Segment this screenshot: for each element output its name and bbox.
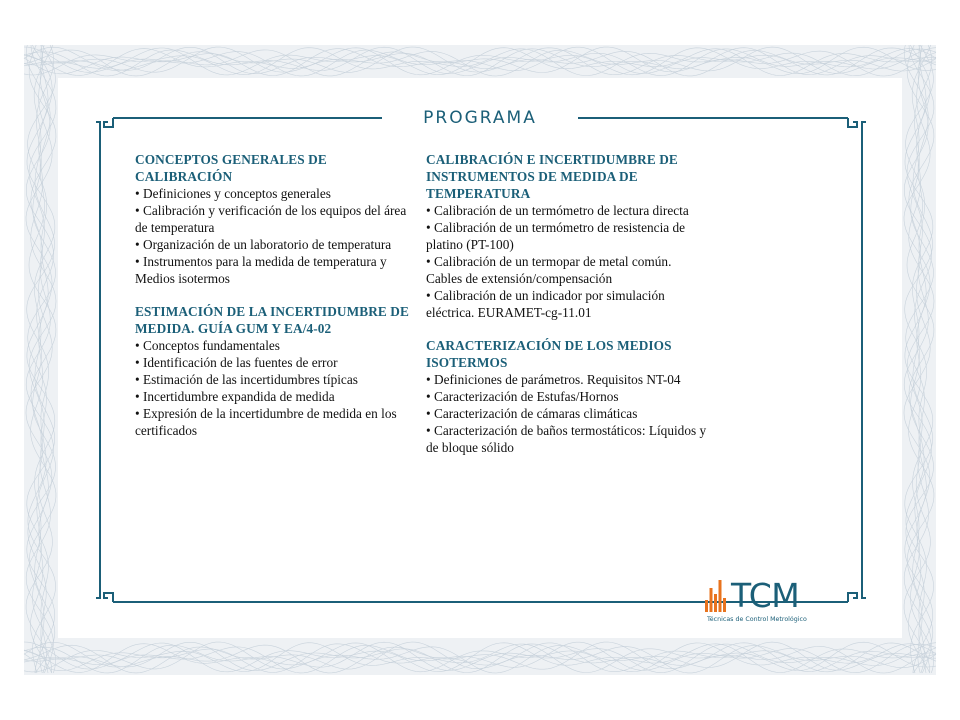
section-estimacion bbox=[135, 303, 415, 439]
list-item: • Identificación de las fuentes de error bbox=[135, 354, 415, 371]
list-item: • Organización de un laboratorio de temperatura bbox=[135, 236, 415, 253]
list-item: • Calibración de un termómetro de resistencia de platino (PT-100) bbox=[426, 219, 708, 253]
section-title: CARACTERIZACIÓN DE LOS MEDIOS ISOTERMOS bbox=[426, 338, 672, 370]
bar-chart-icon bbox=[704, 580, 728, 612]
section-conceptos bbox=[135, 151, 415, 287]
left-column bbox=[135, 151, 415, 455]
list-item: • Instrumentos para la medida de temperatura y Medios isotermos bbox=[135, 253, 415, 287]
list-item: • Incertidumbre expandida de medida bbox=[135, 388, 415, 405]
corner-bottom-left bbox=[96, 588, 113, 602]
section-caracterizacion bbox=[426, 337, 708, 456]
section-title: CALIBRACIÓN E INCERTIDUMBRE DE INSTRUMENTOS DE MEDIDA DE TEMPERATURA bbox=[426, 152, 678, 201]
list-item: • Conceptos fundamentales bbox=[135, 337, 415, 354]
section-title: CONCEPTOS GENERALES DE CALIBRACIÓN bbox=[135, 152, 327, 184]
list-item: • Calibración de un termómetro de lectura directa bbox=[426, 202, 708, 219]
logo-name: TCM bbox=[731, 576, 800, 615]
list-item: • Estimación de las incertidumbres típicas bbox=[135, 371, 415, 388]
page-title: PROGRAMA bbox=[423, 108, 537, 128]
list-item: • Calibración y verificación de los equipos del área de temperatura bbox=[135, 202, 415, 236]
corner-bottom-right bbox=[848, 588, 866, 602]
list-item: • Calibración de un indicador por simulación eléctrica. EURAMET-cg-11.01 bbox=[426, 287, 708, 321]
list-item: • Caracterización de Estufas/Hornos bbox=[426, 388, 708, 405]
right-column bbox=[426, 151, 708, 472]
section-title: ESTIMACIÓN DE LA INCERTIDUMBRE DE MEDIDA. GUÍA GUM Y EA/4-02 bbox=[135, 304, 409, 336]
logo-subtitle: Técnicas de Control Metrológico bbox=[707, 616, 807, 623]
list-item: • Definiciones de parámetros. Requisitos NT-04 bbox=[426, 371, 708, 388]
corner-top-left bbox=[96, 118, 113, 132]
list-item: • Caracterización de cámaras climáticas bbox=[426, 405, 708, 422]
list-item: • Definiciones y conceptos generales bbox=[135, 185, 415, 202]
list-item: • Calibración de un termopar de metal común. Cables de extensión/compensación bbox=[426, 253, 708, 287]
list-item: • Expresión de la incertidumbre de medida en los certificados bbox=[135, 405, 415, 439]
tcm-logo bbox=[704, 576, 824, 628]
list-item: • Caracterización de baños termostáticos: Líquidos y de bloque sólido bbox=[426, 422, 708, 456]
section-calibracion bbox=[426, 151, 708, 321]
corner-top-right bbox=[848, 118, 866, 132]
